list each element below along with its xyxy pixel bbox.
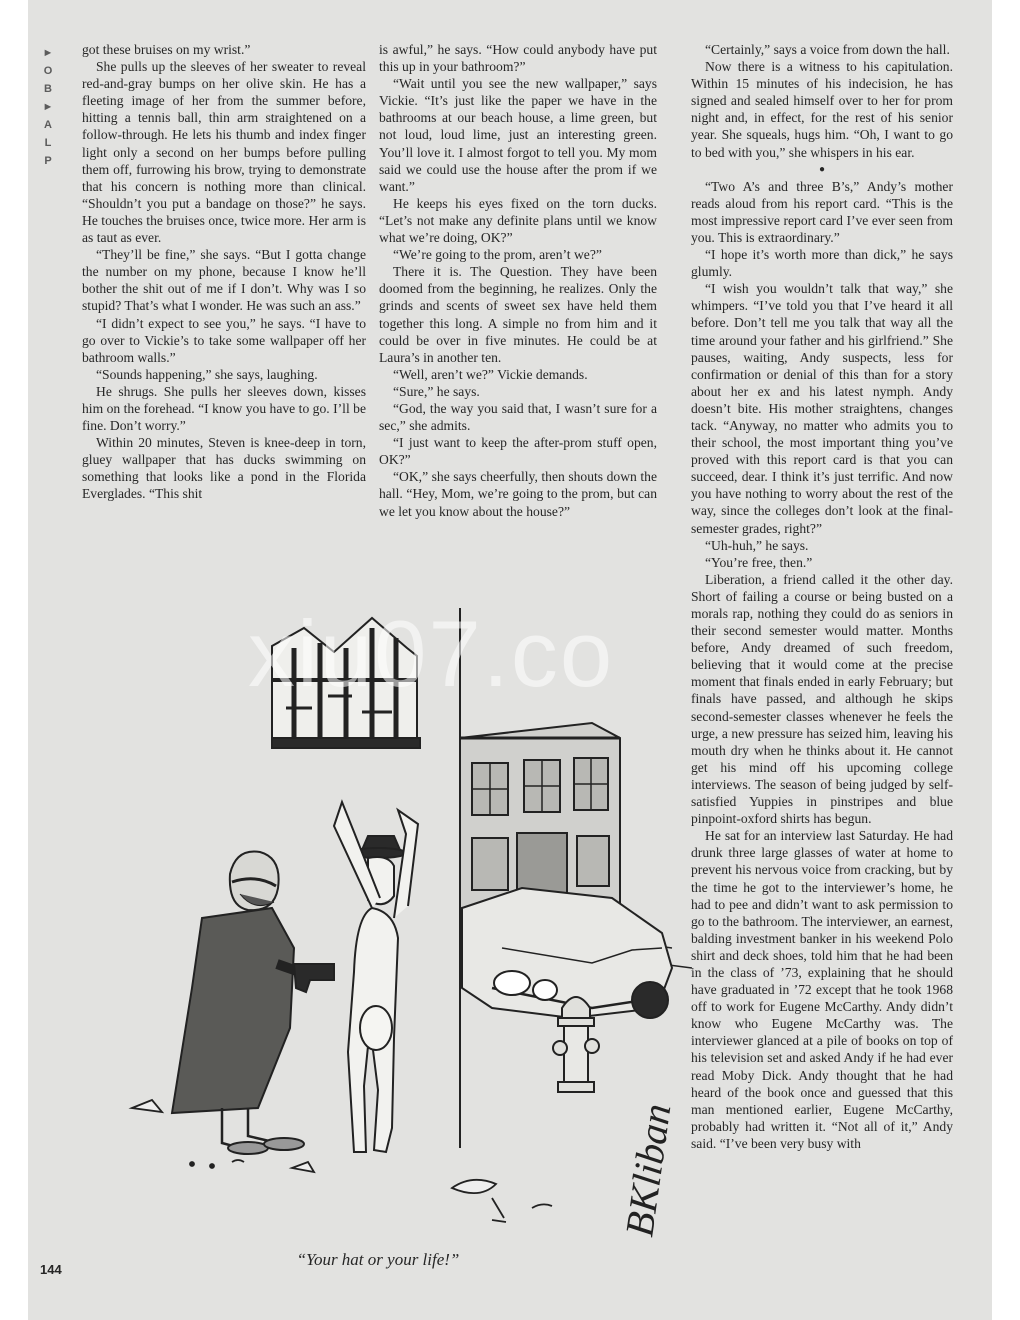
paragraph: He keeps his eyes fixed on the torn ducks. “Let’s not make any definite plans until we know what we’re doing, OK?”	[379, 195, 657, 246]
watermark: xiu07.co	[248, 601, 615, 706]
paragraph: Within 20 minutes, Steven is knee-deep in torn, gluey wallpaper that has ducks swimming on something that looks like a pond in the Florida Everglades. “This shit	[82, 435, 366, 502]
paragraph: “Wait until you see the new wallpaper,” says Vickie. “It’s just like the paper we have in the bathrooms at our beach house, a lime green, but not loud, loud lime, just an interesting green. You’ll love it. I almost forgot to tell you. My mom said we could use the house after the prom if we want.”	[379, 76, 657, 194]
mag-letter: ►	[42, 47, 54, 59]
street-debris	[132, 1100, 552, 1222]
paragraph: “You’re free, then.”	[705, 554, 813, 570]
paragraph: is awful,” he says. “How could anybody have put this up in your bathroom?”	[379, 42, 657, 75]
paragraph: Now there is a witness to his capitulation. Within 15 minutes of his indecision, he has signed and sealed himself over to her for prom night and, in effect, for the rest of his senior year. She squeals, hugs him. “Oh, I want to go to bed with you,” she whispers in his ear.	[691, 59, 953, 160]
paragraph: There it is. The Question. They have been doomed from the beginning, he realizes. Only the grinds and scents of sweet sex have held them together this long. A simple no from him and it could be over in five minutes. He could be at Laura’s in another ten.	[379, 264, 657, 365]
paragraph: “I didn’t expect to see you,” he says. “I have to go over to Vickie’s to take some wallpaper off her bathroom walls.”	[82, 315, 366, 365]
paragraph: “OK,” she says cheerfully, then shouts down the hall. “Hey, Mom, we’re going to the prom, but can we let you know about the house?”	[379, 469, 657, 519]
mag-letter: A	[44, 119, 52, 131]
paragraph: “I hope it’s worth more than dick,” he says glumly.	[691, 247, 953, 280]
cartoon-caption: “Your hat or your life!”	[296, 1250, 460, 1269]
paragraph: She pulls up the sleeves of her sweater to reveal red-and-gray bumps on her olive skin. He has a fleeting image of her from the summer before, hitting a tennis ball, thin arm straightened on a follow-through. He lets his thumb and index finger light only a second on her bumps before pulling them off, furrowing his brow, trying to demonstrate that his concern is nothing more than clinical. “Shouldn’t you put a bandage on those?” he says. He touches the bruises once, twice more. Her arm is as taut as ever.	[82, 59, 366, 246]
paragraph: “Sounds happening,” she says, laughing.	[96, 366, 318, 382]
paragraph: “Certainly,” says a voice from down the hall.	[705, 42, 950, 57]
parked-car	[462, 888, 672, 1018]
paragraph: “Uh-huh,” he says.	[705, 537, 809, 553]
paragraph: “Two A’s and three B’s,” Andy’s mother reads aloud from his report card. “This is the most impressive report card I’ve ever seen from you. This is extraordinary.”	[691, 178, 953, 245]
mag-letter: P	[44, 155, 52, 167]
paragraph: “God, the way you said that, I wasn’t sure for a sec,” she admits.	[379, 400, 657, 434]
mag-letter: O	[43, 65, 53, 77]
victim-figure	[334, 802, 418, 1152]
text-column-1	[82, 41, 366, 503]
mag-letter: ►	[42, 101, 54, 113]
paragraph: “I wish you wouldn’t talk that way,” she whimpers. “I’ve told you that I’ve heard it all before. Don’t tell me you talk that way all the time around your father and his girlfriend.” She pauses, waiting, Andy suspects, less for confirmation or denial of this than for a story about her ex and his latest nymph. Andy doesn’t bite. His mother straightens, changes tack. “Anyway, no matter who admits you to their school, the most important thing you’ve proved with this report card is that you can succeed, dear. I think it’s just terrific. And now you have nothing to worry about the rest of the way, since the colleges don’t look at the final-semester grades, right?”	[691, 281, 953, 536]
robber-figure	[172, 851, 334, 1154]
artist-signature: BKliban	[616, 1100, 680, 1240]
paragraph: He sat for an interview last Saturday. He had drunk three large glasses of water at home to prevent his nervous voice from cracking, but by the time he got to the interviewer’s home, he had to pee and didn’t want to ask permission to go to the bathroom. The interviewer, an earnest, balding investment banker in his weekend Polo shirt and deck shoes, told him that he had been in the class of ’73, explaining that he should have graduated in ’72 except that he took 1968 off to work for Eugene McCarthy. Andy didn’t know who Eugene McCarthy was. The interviewer glanced at a pile of books on top of his television set and asked Andy if he had ever read Moby Dick. Andy thought that he had heard of the book once and guessed that this man mentioned earlier, Eugene McCarthy, probably had written it. “Not all of it,” Andy said. “I’ve been very busy with	[691, 828, 953, 1151]
cartoon-illustration	[72, 588, 692, 1248]
paragraph: He shrugs. She pulls her sleeves down, kisses him on the forehead. “I know you have to go. I’ll be fine. Don’t worry.”	[82, 383, 366, 434]
magazine-name-vertical	[38, 44, 58, 170]
paragraph: “Well, aren’t we?” Vickie demands.	[393, 366, 588, 382]
paragraph: “They’ll be fine,” she says. “But I gotta change the number on my phone, because I know he’ll bother the shit out of me if I don’t. Why was I so stupid? That’s what I wonder. He was such an ass.”	[82, 247, 366, 314]
section-break-dot: ●	[818, 163, 826, 175]
paragraph: “Sure,” he says.	[393, 383, 480, 399]
barred-window	[272, 618, 420, 748]
page-number: 144	[40, 1262, 62, 1277]
paragraph: Liberation, a friend called it the other day. Short of failing a course or being busted on a morals rap, nothing they could do as seniors in their second semester would matter. Months before, Andy dreamed of such freedom, believing that it would come at the precise moment that finals ended in early February; but finals have passed, and although he skips second-semester classes whenever he feels the urge, a new pressure has seized him, leaving his mouth dry when he thinks about it. He cannot get his mind off his upcoming college interviews. The season of being judged by self-satisfied Yuppies in pinstripes and blue pinpoint-oxford shirts has begun.	[691, 571, 953, 827]
paragraph: “We’re going to the prom, aren’t we?”	[393, 247, 602, 263]
text-column-2	[379, 41, 657, 520]
magazine-page	[28, 0, 992, 1320]
mag-letter: B	[44, 83, 52, 95]
mag-letter: L	[44, 137, 52, 149]
paragraph: “I just want to keep the after-prom stuff open, OK?”	[379, 435, 657, 468]
text-column-3	[691, 41, 953, 1152]
paragraph: got these bruises on my wrist.”	[82, 42, 251, 57]
